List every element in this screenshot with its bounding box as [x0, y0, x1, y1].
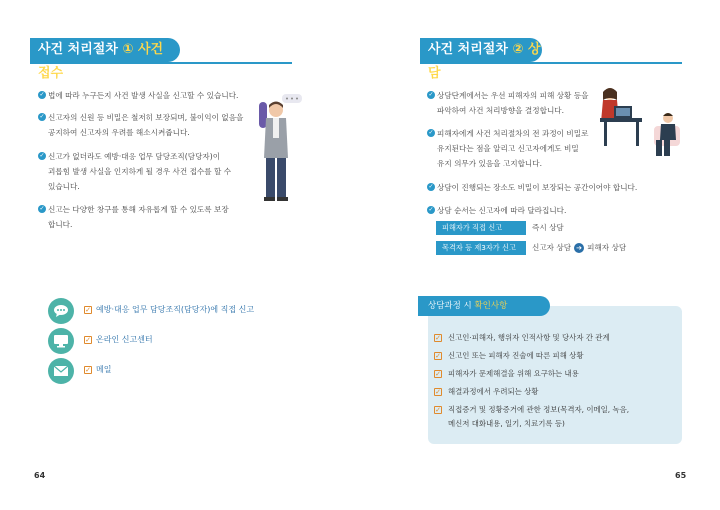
order-step-1: 신고자 상담 [532, 243, 572, 252]
check-line: 메신저 대화내용, 일기, 치료기록 등) [448, 419, 565, 428]
title-main: 사건 처리절차 [428, 42, 513, 57]
page-number: 65 [675, 471, 687, 480]
check-title-highlight: 확인사항 [474, 301, 508, 311]
title-sub: 사건 접수 [38, 42, 164, 81]
bullet-line: 법에 따라 누구든지 사건 발생 사실을 신고할 수 있습니다. [48, 91, 239, 100]
check-line: 신고인 또는 피해자 진술에 따른 피해 상황 [448, 351, 584, 360]
bullet-line: 상담이 진행되는 장소도 비밀이 보장되는 공간이어야 합니다. [437, 183, 638, 192]
phone-caller-illustration [254, 94, 304, 202]
checkbox-icon: ✓ [435, 406, 441, 414]
bullet-icon: ✓ [428, 183, 434, 190]
channel-label: 온라인 신고센터 [96, 335, 153, 344]
page-number: 64 [34, 471, 46, 480]
bullet-line: 상담단계에서는 우선 피해자의 피해 상황 등을 [437, 91, 589, 100]
bullet-line: 상담 순서는 신고자에 따라 달라집니다. [437, 206, 567, 215]
title-main: 사건 처리절차 [38, 42, 123, 57]
check-title-main: 상담과정 시 [428, 301, 475, 311]
title-number: ② [512, 42, 524, 57]
order-result: 즉시 상담 [532, 223, 564, 232]
title-sub: 상담 [428, 42, 541, 81]
channel-label: 예방·대응 업무 담당조직(담당자)에 직접 신고 [96, 305, 255, 314]
right-section-title [420, 38, 542, 81]
check-line: 신고인·피해자, 행위자 인적사항 및 당사자 간 관계 [448, 333, 610, 342]
checkbox-icon: ✓ [435, 388, 441, 396]
bullet-item [39, 110, 244, 140]
bullet-item [39, 202, 229, 232]
checkbox-icon: ✓ [435, 334, 441, 342]
bullet-icon: ✓ [39, 113, 45, 120]
checkbox-icon: ✓ [435, 370, 441, 378]
check-line: 피해자가 문제해결을 위해 요구하는 내용 [448, 369, 579, 378]
bullet-item [39, 149, 232, 194]
left-section-title [30, 38, 180, 81]
checkbox-icon: ✓ [435, 352, 441, 360]
bullet-line: 괴롭힘 발생 사실을 인지하게 될 경우 사건 접수를 할 수 [48, 167, 232, 176]
bullet-line: 신고가 없더라도 예방·대응 업무 담당조직(담당자)이 [48, 152, 221, 161]
bullet-item [428, 88, 589, 118]
check-line: 직접증거 및 정황증거에 관한 정보(목격자, 이메일, 녹음, [448, 405, 630, 414]
check-item [435, 331, 610, 345]
bullet-line: 신고는 다양한 창구를 통해 자유롭게 할 수 있도록 보장 [48, 205, 229, 214]
checkbox-icon: ✓ [85, 335, 91, 344]
speech-bubble-icon [48, 298, 74, 324]
check-item [435, 367, 579, 381]
bullet-icon: ✓ [39, 91, 45, 98]
bullet-line: 공지하여 신고자의 우려를 해소시켜줍니다. [48, 128, 190, 137]
bullet-line: 파악하여 사건 처리방향을 결정합니다. [437, 106, 565, 115]
bullet-icon: ✓ [39, 152, 45, 159]
check-panel-title [418, 296, 550, 316]
counseling-illustration [596, 86, 682, 160]
bullet-item [39, 88, 239, 103]
checkbox-icon: ✓ [85, 365, 91, 374]
bullet-line: 합니다. [48, 220, 73, 229]
checkbox-icon: ✓ [85, 305, 91, 314]
order-result [532, 241, 626, 255]
bullet-line: 유지 의무가 있음을 고지합니다. [437, 159, 543, 168]
check-item [435, 349, 584, 363]
arrow-right-icon: ➔ [574, 243, 584, 253]
tag-direct-report: 피해자가 직접 신고 [436, 221, 526, 235]
title-number: ① [122, 42, 134, 57]
bullet-line: 피해자에게 사건 처리절차의 전 과정이 비밀로 [437, 129, 589, 138]
bullet-icon: ✓ [428, 129, 434, 136]
bullet-line: 신고자의 신원 등 비밀은 철저히 보장되며, 불이익이 없음을 [48, 113, 244, 122]
monitor-icon [48, 328, 74, 354]
title-underline [30, 62, 292, 64]
title-underline [420, 62, 682, 64]
bullet-icon: ✓ [39, 205, 45, 212]
bullet-item [428, 203, 567, 218]
bullet-line: 유지된다는 점을 알리고 신고자에게도 비밀 [437, 144, 579, 153]
tag-third-party-report: 목격자 등 제3자가 신고 [436, 241, 526, 255]
bullet-icon: ✓ [428, 206, 434, 213]
check-line: 해결과정에서 우려되는 상황 [448, 387, 539, 396]
bullet-item [428, 180, 638, 195]
order-step-2: 피해자 상담 [587, 243, 627, 252]
channel-label: 메일 [96, 365, 112, 374]
bullet-icon: ✓ [428, 91, 434, 98]
bullet-item [428, 126, 589, 171]
bullet-line: 있습니다. [48, 182, 80, 191]
check-item [435, 403, 630, 431]
check-item [435, 385, 539, 399]
envelope-icon [48, 358, 74, 384]
